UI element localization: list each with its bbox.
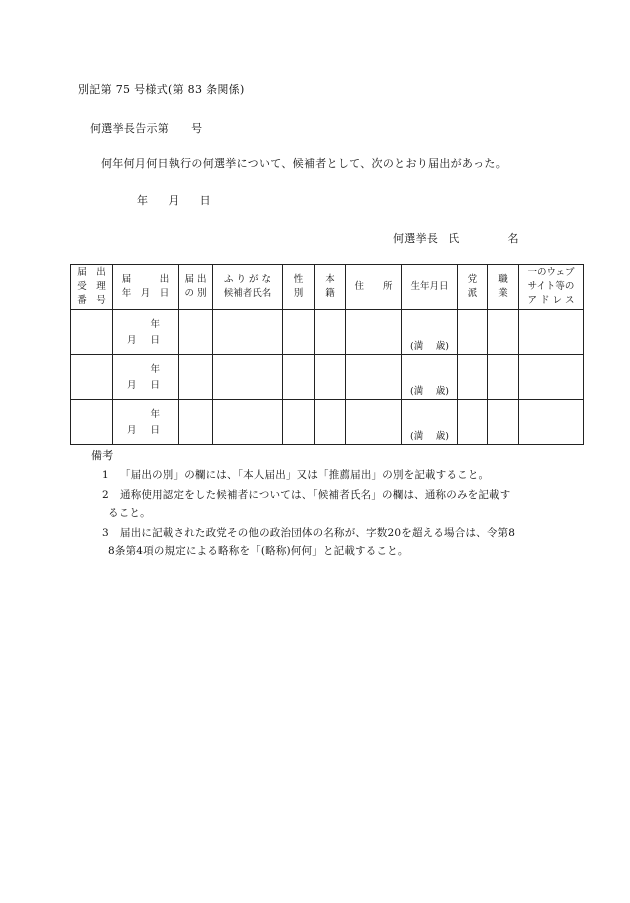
cell-candidate-name	[213, 400, 283, 445]
cell-address	[346, 400, 402, 445]
notice-number-line	[90, 120, 202, 136]
header-filing-type: 届 出 の 別	[179, 265, 213, 310]
header-domicile: 本 籍	[315, 265, 346, 310]
candidate-registration-table	[70, 264, 584, 445]
cell-candidate-name	[213, 355, 283, 400]
table-row	[71, 400, 584, 445]
header-occupation: 職 業	[488, 265, 519, 310]
notice-body-text: 何年何月何日執行の何選挙について、候補者として、次のとおり届出があった。	[101, 157, 508, 170]
remark-item-2: 2 通称使用認定をした候補者については、「候補者氏名」の欄は、通称のみを記載す	[102, 489, 511, 501]
header-address: 住 所	[346, 265, 402, 310]
cell-website	[519, 355, 584, 400]
signer-title: 何選挙長	[393, 232, 439, 245]
cell-party	[458, 310, 488, 355]
cell-website	[519, 400, 584, 445]
header-party: 党 派	[458, 265, 488, 310]
header-receipt-number: 届 出 受 理 番 号	[71, 265, 113, 310]
form-title: 別記第 75 号様式(第 83 条関係)	[78, 83, 245, 96]
remark-item-3-continued: 8条第4項の規定による略称を「(略称)何何」と記載すること。	[108, 545, 409, 557]
notice-prefix: 何選挙長告示第	[90, 122, 170, 135]
cell-domicile	[315, 355, 346, 400]
cell-filing-date: 年 月 日	[113, 355, 179, 400]
date-month-label: 月	[168, 194, 180, 207]
cell-domicile	[315, 400, 346, 445]
cell-receipt-number	[71, 355, 113, 400]
cell-address	[346, 310, 402, 355]
cell-birth-date: (満 歳)	[402, 400, 458, 445]
table-header-row	[71, 265, 584, 310]
cell-gender	[283, 355, 315, 400]
signer-mei: 名	[507, 232, 519, 245]
date-year-label: 年	[137, 194, 149, 207]
cell-filing-type	[179, 355, 213, 400]
header-candidate-name: ふ り が な 候補者氏名	[213, 265, 283, 310]
cell-party	[458, 355, 488, 400]
date-day-label: 日	[199, 194, 211, 207]
header-filing-date: 届 出 年 月 日	[113, 265, 179, 310]
cell-occupation	[488, 355, 519, 400]
remark-item-3: 3 届出に記載された政党その他の政治団体の名称が、字数20を超える場合は、令第8	[102, 527, 516, 539]
cell-occupation	[488, 400, 519, 445]
cell-birth-date: (満 歳)	[402, 355, 458, 400]
cell-website	[519, 310, 584, 355]
cell-filing-type	[179, 400, 213, 445]
remark-item-1: 1 「届出の別」の欄には、「本人届出」又は「推薦届出」の別を記載すること。	[102, 469, 490, 481]
table-row	[71, 310, 584, 355]
cell-domicile	[315, 310, 346, 355]
signer-line	[393, 230, 519, 246]
cell-gender	[283, 400, 315, 445]
cell-candidate-name	[213, 310, 283, 355]
cell-filing-date: 年 月 日	[113, 400, 179, 445]
header-gender: 性 別	[283, 265, 315, 310]
header-website: 一のウェブ サイト等の ア ド レ ス	[519, 265, 584, 310]
table-row	[71, 355, 584, 400]
cell-gender	[283, 310, 315, 355]
header-birth-date: 生年月日	[402, 265, 458, 310]
signer-shi: 氏	[448, 232, 460, 245]
cell-filing-date: 年 月 日	[113, 310, 179, 355]
remark-item-2-continued: ること。	[108, 507, 151, 519]
notice-suffix: 号	[191, 122, 203, 135]
cell-filing-type	[179, 310, 213, 355]
notice-date	[137, 192, 211, 208]
cell-receipt-number	[71, 400, 113, 445]
cell-party	[458, 400, 488, 445]
cell-occupation	[488, 310, 519, 355]
cell-receipt-number	[71, 310, 113, 355]
remarks-heading: 備考	[91, 449, 114, 462]
cell-address	[346, 355, 402, 400]
cell-birth-date: (満 歳)	[402, 310, 458, 355]
